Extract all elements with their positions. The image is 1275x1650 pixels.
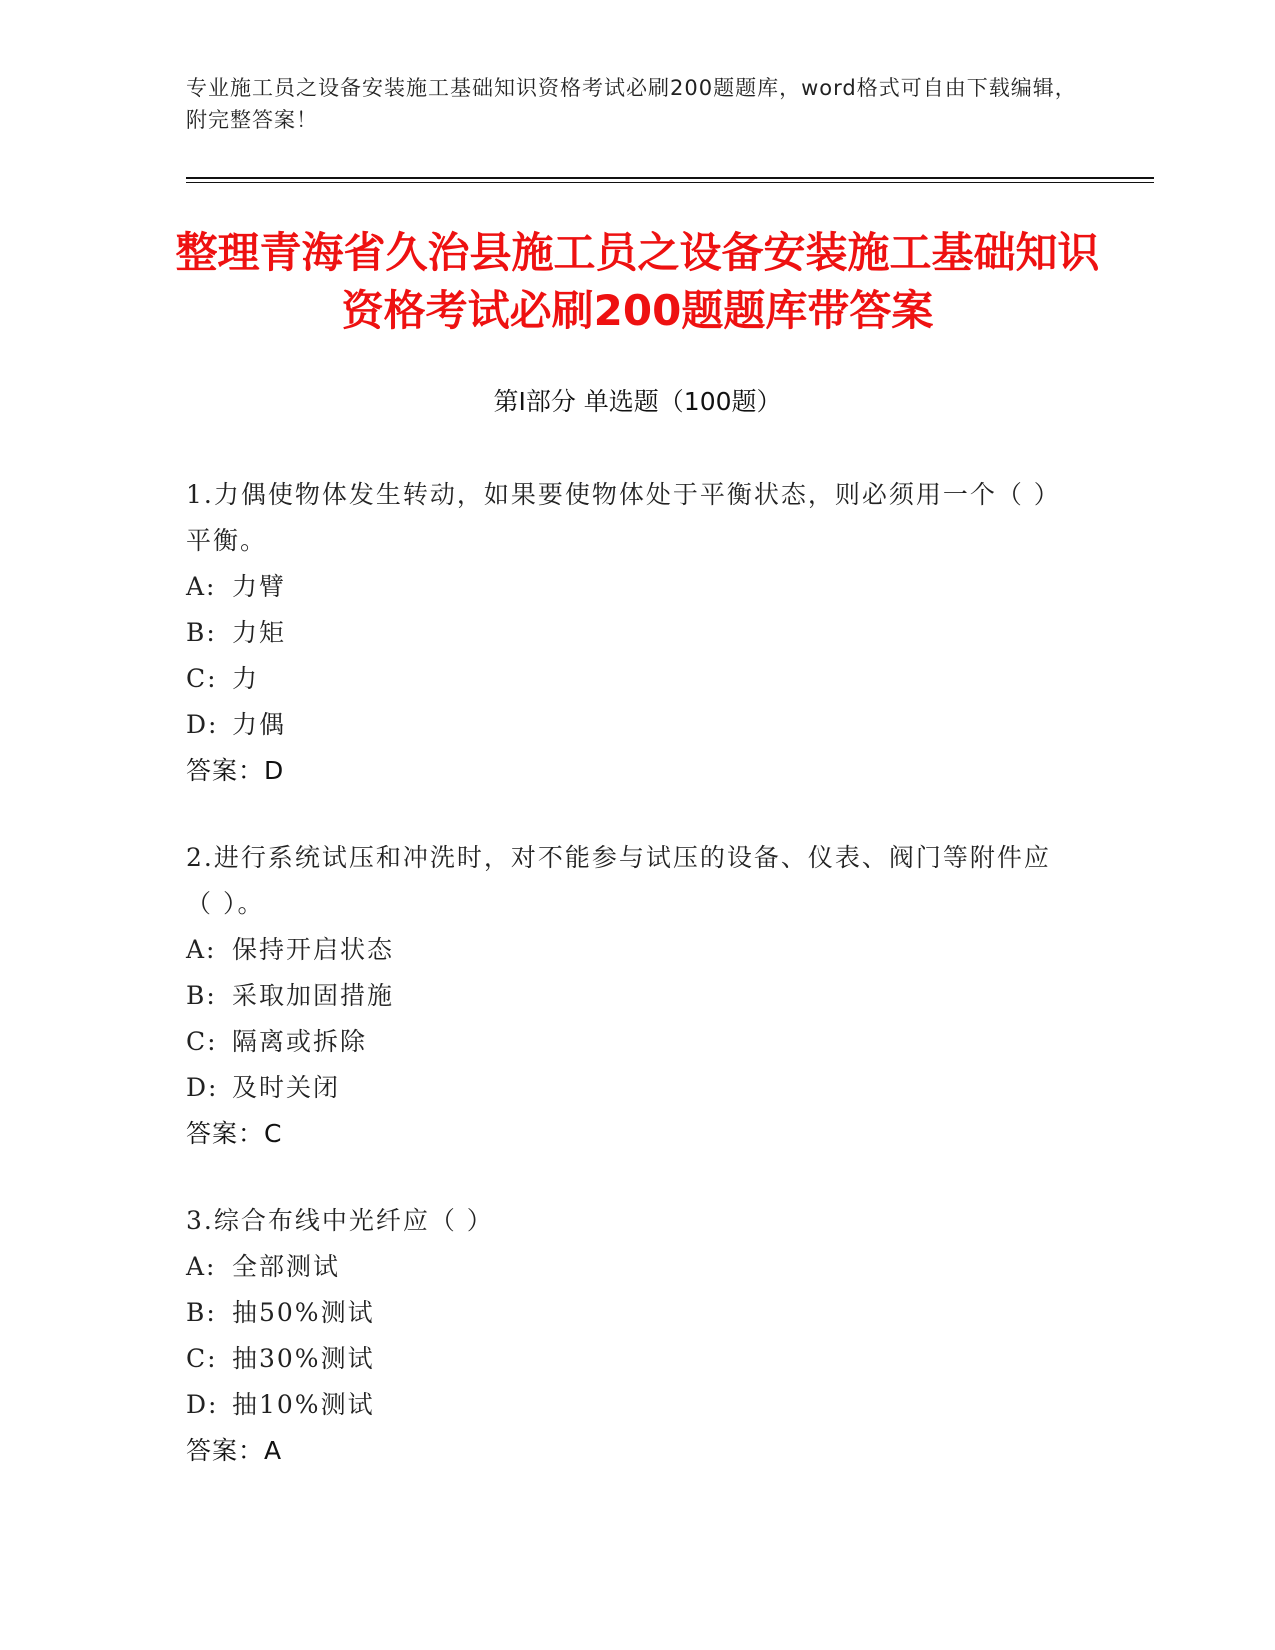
- question-stem: 3.综合布线中光纤应（ ）: [186, 1206, 494, 1235]
- option-key: D:: [186, 1073, 219, 1102]
- section-title: 第Ⅰ部分 单选题（100题）: [493, 387, 782, 416]
- option-d: [186, 1065, 1066, 1111]
- option-text: 隔离或拆除: [232, 1027, 368, 1056]
- option-key: D:: [186, 710, 219, 739]
- option-key: A:: [186, 1252, 217, 1281]
- option-text: 力矩: [232, 618, 287, 647]
- option-b: [186, 973, 1066, 1019]
- option-b: [186, 610, 1066, 656]
- option-text: 保持开启状态: [232, 935, 395, 964]
- option-text: 及时关闭: [232, 1073, 341, 1102]
- question-block: [186, 1198, 1066, 1474]
- option-text: 抽50%测试: [232, 1298, 375, 1327]
- option-text: 力偶: [232, 710, 287, 739]
- document-title: 整理青海省久治县施工员之设备安装施工基础知识资格考试必刷200题题库带答案: [175, 228, 1100, 335]
- question-stem: 2.进行系统试压和冲洗时，对不能参与试压的设备、仪表、阀门等附件应（ ）。: [186, 843, 1051, 918]
- header-divider-thick: [186, 177, 1154, 179]
- option-key: A:: [186, 935, 217, 964]
- option-key: B:: [186, 618, 217, 647]
- answer-value: C: [264, 1119, 283, 1148]
- option-key: B:: [186, 1298, 217, 1327]
- option-c: [186, 656, 1066, 702]
- question-stem: 1.力偶使物体发生转动，如果要使物体处于平衡状态，则必须用一个（ ）平衡。: [186, 480, 1061, 555]
- option-text: 采取加固措施: [232, 981, 395, 1010]
- answer-label: 答案：: [186, 756, 265, 785]
- option-key: A:: [186, 572, 217, 601]
- option-key: C:: [186, 1344, 218, 1373]
- option-c: [186, 1019, 1066, 1065]
- option-a: [186, 927, 1066, 973]
- option-d: [186, 1382, 1066, 1428]
- option-a: [186, 1244, 1066, 1290]
- option-c: [186, 1336, 1066, 1382]
- answer-value: A: [264, 1436, 283, 1465]
- option-key: C:: [186, 1027, 218, 1056]
- answer-label: 答案：: [186, 1119, 265, 1148]
- option-key: C:: [186, 664, 218, 693]
- option-key: B:: [186, 981, 217, 1010]
- answer-line: [186, 748, 1066, 794]
- header-divider-thin: [186, 182, 1154, 183]
- option-text: 抽30%测试: [232, 1344, 375, 1373]
- option-text: 抽10%测试: [232, 1390, 375, 1419]
- option-d: [186, 702, 1066, 748]
- question-block: [186, 835, 1066, 1157]
- answer-line: [186, 1428, 1066, 1474]
- option-key: D:: [186, 1390, 219, 1419]
- option-text: 力臂: [232, 572, 287, 601]
- option-text: 力: [232, 664, 260, 693]
- option-a: [186, 564, 1066, 610]
- option-b: [186, 1290, 1066, 1336]
- question-block: [186, 472, 1066, 794]
- answer-line: [186, 1111, 1066, 1157]
- answer-value: D: [264, 756, 285, 785]
- answer-label: 答案：: [186, 1436, 265, 1465]
- option-text: 全部测试: [232, 1252, 341, 1281]
- header-note: 专业施工员之设备安装施工基础知识资格考试必刷200题题库，word格式可自由下载编辑，附完整答案！: [186, 76, 1077, 132]
